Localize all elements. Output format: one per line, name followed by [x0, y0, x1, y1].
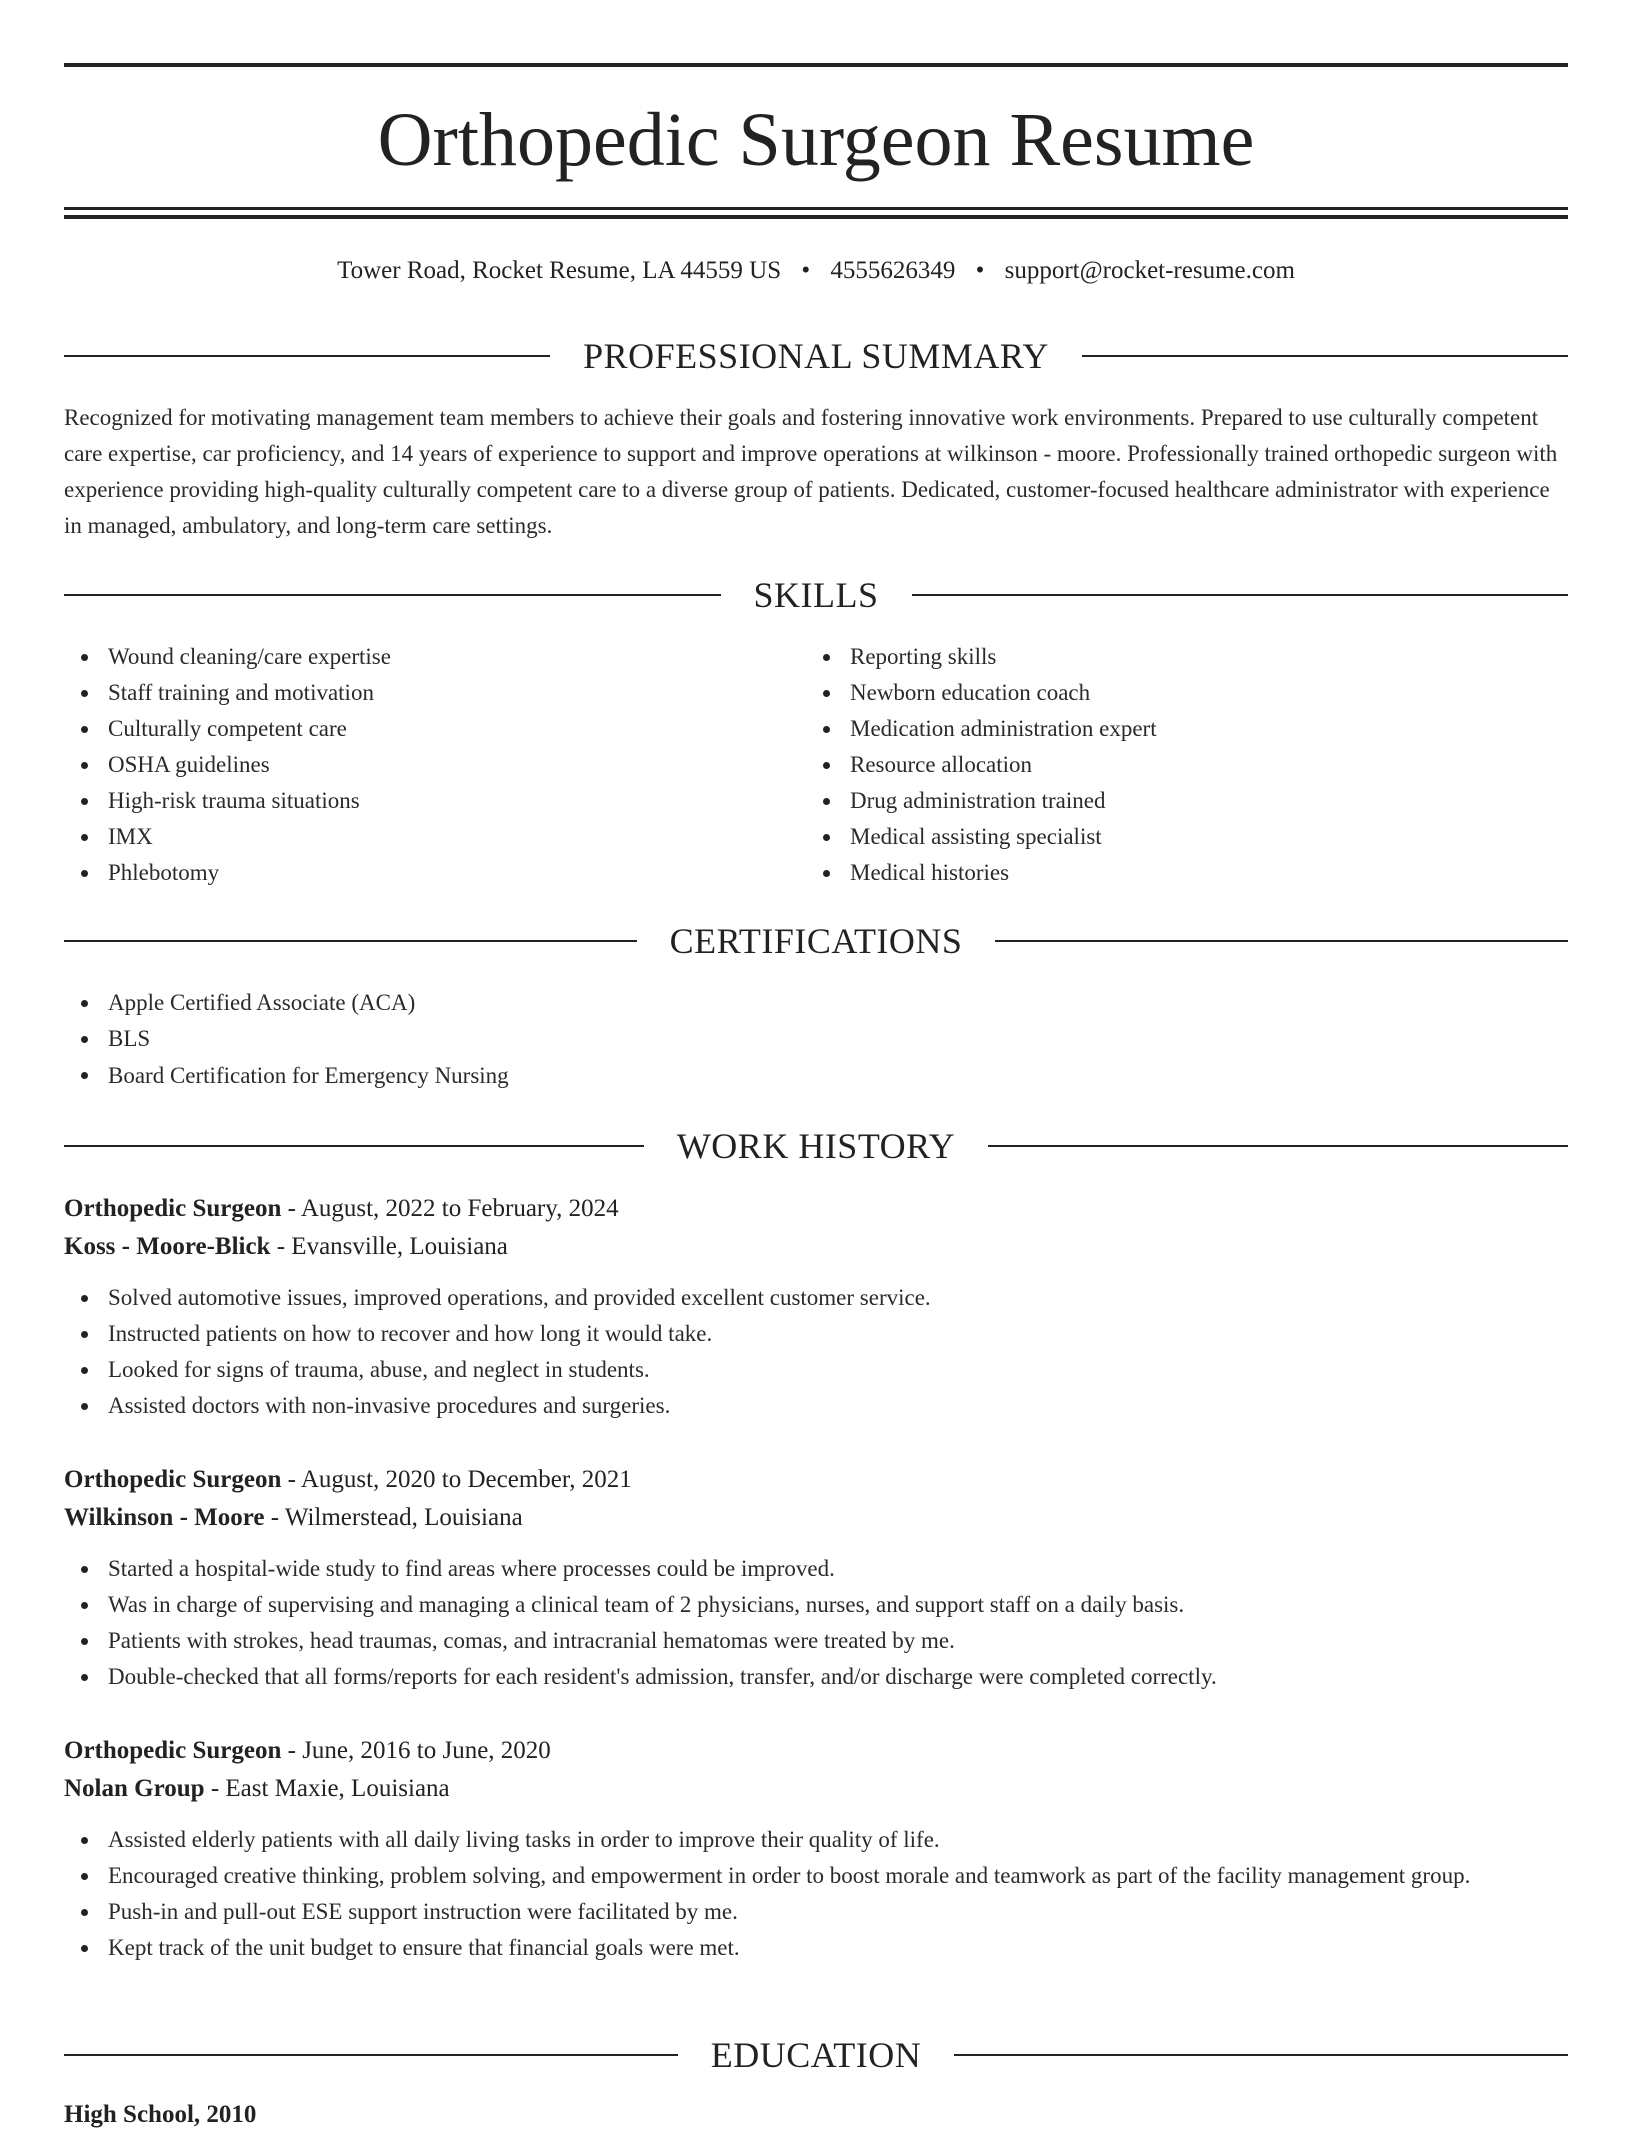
- header-bottom-rule-second: [64, 215, 1568, 219]
- job-employer-line: [64, 1228, 1568, 1266]
- skill-item: Resource allocation: [806, 747, 1546, 783]
- job-employer-line: [64, 1770, 1568, 1808]
- header-bottom-rule: [64, 207, 1568, 210]
- contact-separator: •: [975, 257, 985, 284]
- section-rule-right: [954, 2054, 1568, 2056]
- job-dates: - June, 2016 to June, 2020: [281, 1737, 551, 1764]
- certification-item: Apple Certified Associate (ACA): [64, 985, 1568, 1021]
- section-rule-right: [1082, 355, 1568, 357]
- section-rule-left: [64, 1145, 644, 1147]
- section-heading-certifications: [64, 919, 1568, 963]
- skills-list-left: [64, 639, 804, 891]
- section-rule-right: [912, 594, 1569, 596]
- job-duty-item: Encouraged creative thinking, problem solving, and empowerment in order to boost morale and teamwork as part of the facility management group.: [64, 1858, 1568, 1894]
- education-entry: High School, 2010: [64, 2101, 257, 2128]
- section-rule-right: [995, 940, 1568, 942]
- job-duty-item: Double-checked that all forms/reports for each resident's admission, transfer, and/or discharge were completed correctly.: [64, 1659, 1568, 1695]
- skill-item: Culturally competent care: [64, 711, 804, 747]
- job-dates: - August, 2022 to February, 2024: [281, 1195, 619, 1222]
- skill-item: Wound cleaning/care expertise: [64, 639, 804, 675]
- contact-separator: •: [801, 257, 811, 284]
- job-title: Orthopedic Surgeon: [64, 1195, 282, 1222]
- job-entry: [64, 1461, 1568, 1695]
- header-top-rule: [64, 63, 1568, 67]
- resume-title: Orthopedic Surgeon Resume: [377, 98, 1255, 182]
- skill-item: Staff training and motivation: [64, 675, 804, 711]
- job-duties-list: [64, 1280, 1568, 1424]
- certification-item: BLS: [64, 1021, 1568, 1057]
- contact-address: Tower Road, Rocket Resume, LA 44559 US: [337, 257, 782, 284]
- skills-list-right: [806, 639, 1546, 891]
- section-rule-left: [64, 355, 550, 357]
- skill-item: High-risk trauma situations: [64, 783, 804, 819]
- job-duty-item: Solved automotive issues, improved operations, and provided excellent customer service.: [64, 1280, 1568, 1316]
- summary-text: Recognized for motivating management team members to achieve their goals and fostering innovative work environments. Prepared to use culturally competent care expertise, car proficiency, and 14 years of experience to support and improve operations at wilkinson - moore. Professionally trained orthopedic surgeon with experience providing high-quality culturally competent care to a diverse group of patients. Dedicated, customer-focused healthcare administrator with experience in managed, ambulatory, and long-term care settings.: [64, 405, 1558, 538]
- job-duties-list: [64, 1822, 1568, 1966]
- job-duties-list: [64, 1551, 1568, 1695]
- job-employer: Koss - Moore-Blick: [64, 1233, 271, 1260]
- job-title-line: [64, 1461, 1568, 1499]
- section-title: SKILLS: [753, 575, 879, 615]
- section-heading-summary: [64, 334, 1568, 378]
- job-entry: [64, 1190, 1568, 1424]
- job-duty-item: Started a hospital-wide study to find areas where processes could be improved.: [64, 1551, 1568, 1587]
- section-title: EDUCATION: [710, 2035, 922, 2075]
- skill-item: Medication administration expert: [806, 711, 1546, 747]
- job-entry: [64, 1732, 1568, 1966]
- skill-item: Phlebotomy: [64, 855, 804, 891]
- job-duty-item: Push-in and pull-out ESE support instruction were facilitated by me.: [64, 1894, 1568, 1930]
- job-location: - Evansville, Louisiana: [270, 1233, 508, 1260]
- job-duty-item: Patients with strokes, head traumas, comas, and intracranial hematomas were treated by me.: [64, 1623, 1568, 1659]
- section-rule-left: [64, 2054, 678, 2056]
- section-rule-right: [988, 1145, 1568, 1147]
- skill-item: Newborn education coach: [806, 675, 1546, 711]
- skill-item: Medical assisting specialist: [806, 819, 1546, 855]
- job-title: Orthopedic Surgeon: [64, 1466, 282, 1493]
- job-duty-item: Instructed patients on how to recover and how long it would take.: [64, 1316, 1568, 1352]
- job-title-line: [64, 1732, 1568, 1770]
- skill-item: Reporting skills: [806, 639, 1546, 675]
- certifications-list: [64, 985, 1568, 1095]
- job-duty-item: Was in charge of supervising and managing a clinical team of 2 physicians, nurses, and support staff on a daily basis.: [64, 1587, 1568, 1623]
- section-heading-work-history: [64, 1124, 1568, 1168]
- job-duty-item: Kept track of the unit budget to ensure that financial goals were met.: [64, 1930, 1568, 1966]
- skill-item: Drug administration trained: [806, 783, 1546, 819]
- job-location: - East Maxie, Louisiana: [204, 1775, 450, 1802]
- job-employer: Wilkinson - Moore: [64, 1504, 265, 1531]
- section-rule-left: [64, 940, 637, 942]
- section-rule-left: [64, 594, 721, 596]
- job-location: - Wilmerstead, Louisiana: [264, 1504, 523, 1531]
- job-employer-line: [64, 1499, 1568, 1537]
- job-duty-item: Assisted doctors with non-invasive procedures and surgeries.: [64, 1388, 1568, 1424]
- section-title: CERTIFICATIONS: [669, 921, 963, 961]
- certification-item: Board Certification for Emergency Nursing: [64, 1057, 1568, 1095]
- skill-item: IMX: [64, 819, 804, 855]
- section-title: PROFESSIONAL SUMMARY: [583, 336, 1049, 376]
- contact-email: support@rocket-resume.com: [1004, 257, 1295, 284]
- job-dates: - August, 2020 to December, 2021: [281, 1466, 632, 1493]
- job-duty-item: Assisted elderly patients with all daily living tasks in order to improve their quality of life.: [64, 1822, 1568, 1858]
- skill-item: Medical histories: [806, 855, 1546, 891]
- job-title: Orthopedic Surgeon: [64, 1737, 282, 1764]
- skill-item: OSHA guidelines: [64, 747, 804, 783]
- section-heading-education: [64, 2033, 1568, 2077]
- section-heading-skills: [64, 573, 1568, 617]
- section-title: WORK HISTORY: [676, 1126, 956, 1166]
- job-title-line: [64, 1190, 1568, 1228]
- contact-phone: 4555626349: [830, 257, 956, 284]
- job-employer: Nolan Group: [64, 1775, 205, 1802]
- job-duty-item: Looked for signs of trauma, abuse, and neglect in students.: [64, 1352, 1568, 1388]
- contact-line: [64, 254, 1568, 288]
